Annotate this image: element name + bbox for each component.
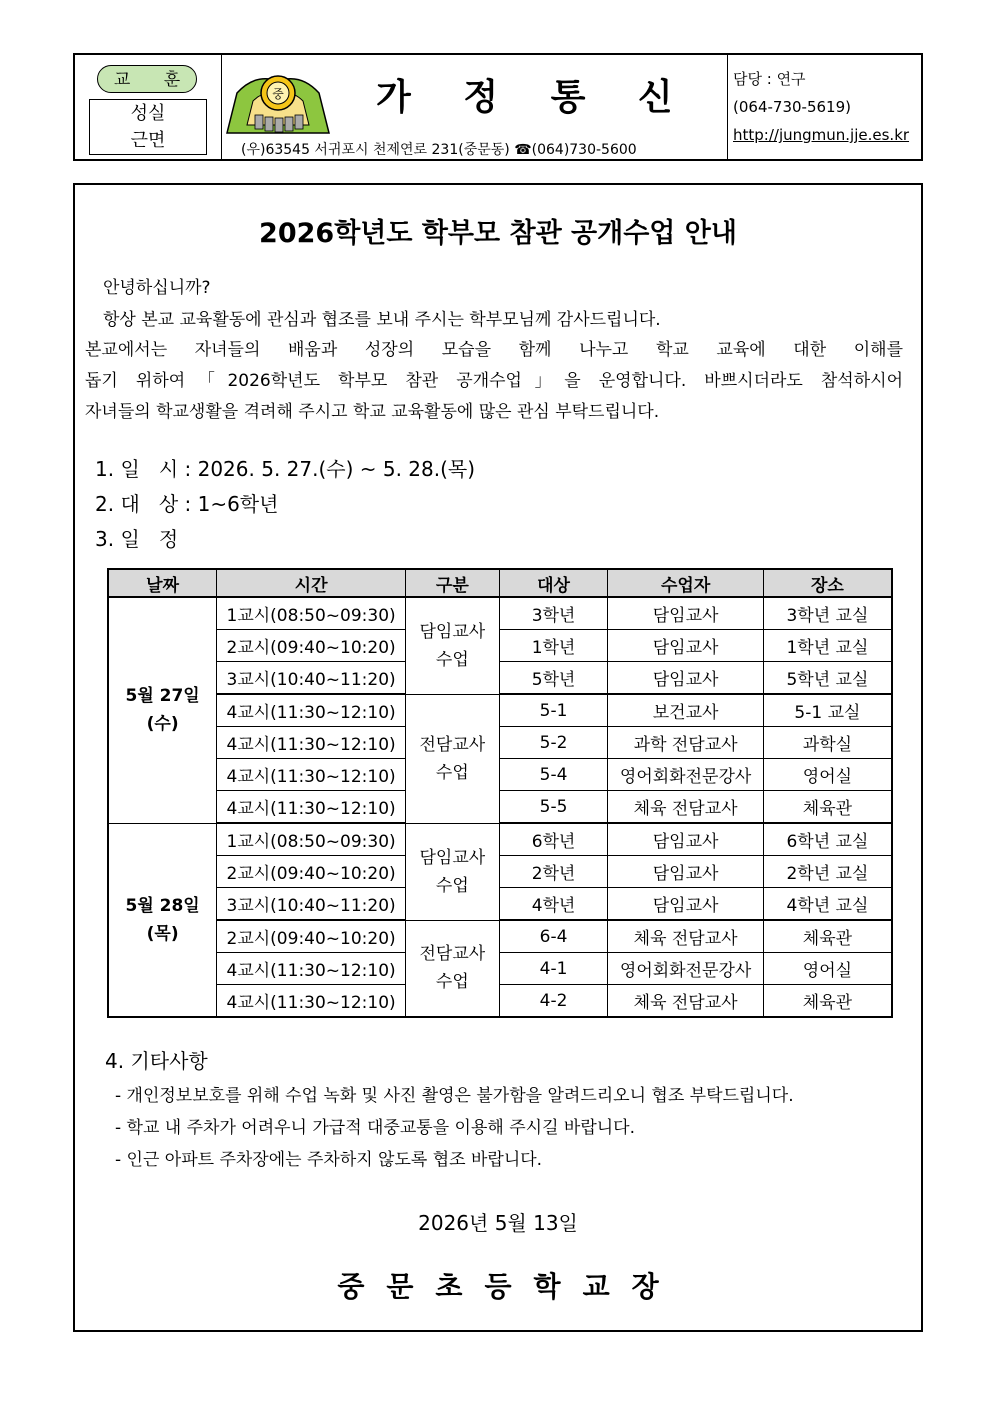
target-cell: 5학년 [499,662,608,695]
time-cell: 4교시(11:30~12:10) [217,985,406,1018]
weekday-text: (목) [146,923,179,944]
newsletter-header [73,53,923,161]
category-cell [405,694,499,823]
teacher-cell: 영어회화전문강사 [608,759,764,791]
header-teacher: 수업자 [608,569,764,597]
schedule-table [107,568,893,1018]
target-cell: 6-4 [499,920,608,953]
target-cell: 5-2 [499,727,608,759]
etc-title: 4. 기타사항 [105,1049,208,1073]
date-cell [108,597,217,823]
place-cell: 영어실 [763,759,892,791]
teacher-cell: 체육 전담교사 [608,791,764,824]
contact-person: 담당 : 연구 [733,70,806,88]
school-address: (우)63545 서귀포시 천제연로 231(중문동) ☎(064)730-5600 [241,142,637,158]
time-cell: 4교시(11:30~12:10) [217,759,406,791]
time-cell: 2교시(09:40~10:20) [217,856,406,888]
principal-signature: 중문초등학교장 [337,1270,681,1303]
motto-label: 교 훈 [97,65,197,93]
header-target: 대상 [499,569,608,597]
place-cell: 5-1 교실 [763,694,892,727]
teacher-cell: 과학 전담교사 [608,727,764,759]
table-row [108,759,892,791]
notice-title: 2026학년도 학부모 참관 공개수업 안내 [259,218,737,249]
date-text: 5월 27일 [125,686,200,707]
teacher-cell: 체육 전담교사 [608,985,764,1018]
greeting: 안녕하십니까? [103,278,211,298]
category-cell [405,823,499,920]
date-cell [108,823,217,1017]
table-row [108,791,892,824]
teacher-cell: 체육 전담교사 [608,920,764,953]
place-cell: 과학실 [763,727,892,759]
intro-paragraph-2 [85,335,903,428]
etc-item-privacy: - 개인정보보호를 위해 수업 녹화 및 사진 촬영은 불가함을 알려드리오니 협조 부탁드립니다. [115,1086,794,1106]
table-row [108,953,892,985]
motto-line-1: 성실 [130,103,166,124]
table-row [108,856,892,888]
time-cell: 1교시(08:50~09:30) [217,823,406,856]
date-text: 5월 28일 [125,895,200,916]
table-row [108,888,892,921]
time-cell: 4교시(11:30~12:10) [217,953,406,985]
target-cell: 4학년 [499,888,608,921]
table-row [108,823,892,856]
place-cell: 4학년 교실 [763,888,892,921]
school-website-link[interactable]: http://jungmun.jje.es.kr [733,126,910,144]
target-cell: 2학년 [499,856,608,888]
time-cell: 2교시(09:40~10:20) [217,920,406,953]
table-row [108,985,892,1018]
intro-line-2: 돕기 위하여「2026학년도 학부모 참관 공개수업」을 운영합니다. 바쁘시더라도 참석하시어 [85,371,903,391]
category-text: 전담교사 [419,734,486,755]
table-row [108,597,892,630]
header-date: 날짜 [108,569,217,597]
category-text: 전담교사 [419,944,486,965]
newsletter-title: 가 정 통 신 [376,76,693,118]
table-row [108,694,892,727]
category-text-2: 수업 [435,762,469,783]
category-text: 담임교사 [419,621,486,642]
place-cell: 영어실 [763,953,892,985]
intro-line-3: 자녀들의 학교생활을 격려해 주시고 학교 교육활동에 많은 관심 부탁드립니다. [85,402,660,422]
target-cell: 1학년 [499,630,608,662]
category-text-2: 수업 [435,972,469,993]
target-cell: 5-1 [499,694,608,727]
teacher-cell: 담임교사 [608,662,764,695]
teacher-cell: 담임교사 [608,823,764,856]
place-cell: 5학년 교실 [763,662,892,695]
header-time: 시간 [217,569,406,597]
time-cell: 4교시(11:30~12:10) [217,694,406,727]
header-category: 구분 [405,569,499,597]
place-cell: 2학년 교실 [763,856,892,888]
category-cell [405,920,499,1017]
notice-body [73,183,923,1332]
motto-line-2: 근면 [130,130,166,151]
time-cell: 2교시(09:40~10:20) [217,630,406,662]
header-title-area [221,55,728,161]
item-schedule-date: 1. 일 시 : 2026. 5. 27.(수) ~ 5. 28.(목) [95,457,476,481]
target-cell: 4-1 [499,953,608,985]
teacher-cell: 담임교사 [608,888,764,921]
contact-phone: (064-730-5619) [733,98,851,116]
time-cell: 3교시(10:40~11:20) [217,888,406,921]
place-cell: 1학년 교실 [763,630,892,662]
issue-date: 2026년 5월 13일 [418,1211,578,1235]
header-place: 장소 [763,569,892,597]
table-row [108,662,892,695]
teacher-cell: 담임교사 [608,597,764,630]
table-header-row [108,569,892,597]
target-cell: 4-2 [499,985,608,1018]
time-cell: 1교시(08:50~09:30) [217,597,406,630]
intro-paragraph-1: 항상 본교 교육활동에 관심과 협조를 보내 주시는 학부모님께 감사드립니다. [103,310,661,330]
teacher-cell: 보건교사 [608,694,764,727]
table-row [108,920,892,953]
weekday-text: (수) [146,714,179,735]
teacher-cell: 담임교사 [608,630,764,662]
category-cell [405,597,499,694]
emblem-letter: 중 [272,87,284,101]
table-row [108,630,892,662]
etc-item-parking: - 학교 내 주차가 어려우니 가급적 대중교통을 이용해 주시길 바랍니다. [115,1118,635,1138]
target-cell: 6학년 [499,823,608,856]
teacher-cell: 담임교사 [608,856,764,888]
place-cell: 체육관 [763,791,892,824]
target-cell: 5-5 [499,791,608,824]
time-cell: 4교시(11:30~12:10) [217,791,406,824]
target-cell: 3학년 [499,597,608,630]
place-cell: 체육관 [763,985,892,1018]
contact-info [727,55,923,161]
place-cell: 6학년 교실 [763,823,892,856]
item-timetable: 3. 일 정 [95,527,179,551]
motto-box [89,99,207,155]
category-text-2: 수업 [435,875,469,896]
time-cell: 4교시(11:30~12:10) [217,727,406,759]
category-text-2: 수업 [435,649,469,670]
time-cell: 3교시(10:40~11:20) [217,662,406,695]
place-cell: 3학년 교실 [763,597,892,630]
school-emblem-icon [225,63,331,135]
intro-line-1: 본교에서는 자녀들의 배움과 성장의 모습을 함께 나누고 학교 교육에 대한 이해를 [85,340,903,360]
target-cell: 5-4 [499,759,608,791]
table-row [108,727,892,759]
etc-item-apartment: - 인근 아파트 주차장에는 주차하지 않도록 협조 바랍니다. [115,1150,543,1170]
category-text: 담임교사 [419,847,486,868]
teacher-cell: 영어회화전문강사 [608,953,764,985]
place-cell: 체육관 [763,920,892,953]
school-motto [75,55,222,161]
item-target: 2. 대 상 : 1~6학년 [95,492,279,516]
